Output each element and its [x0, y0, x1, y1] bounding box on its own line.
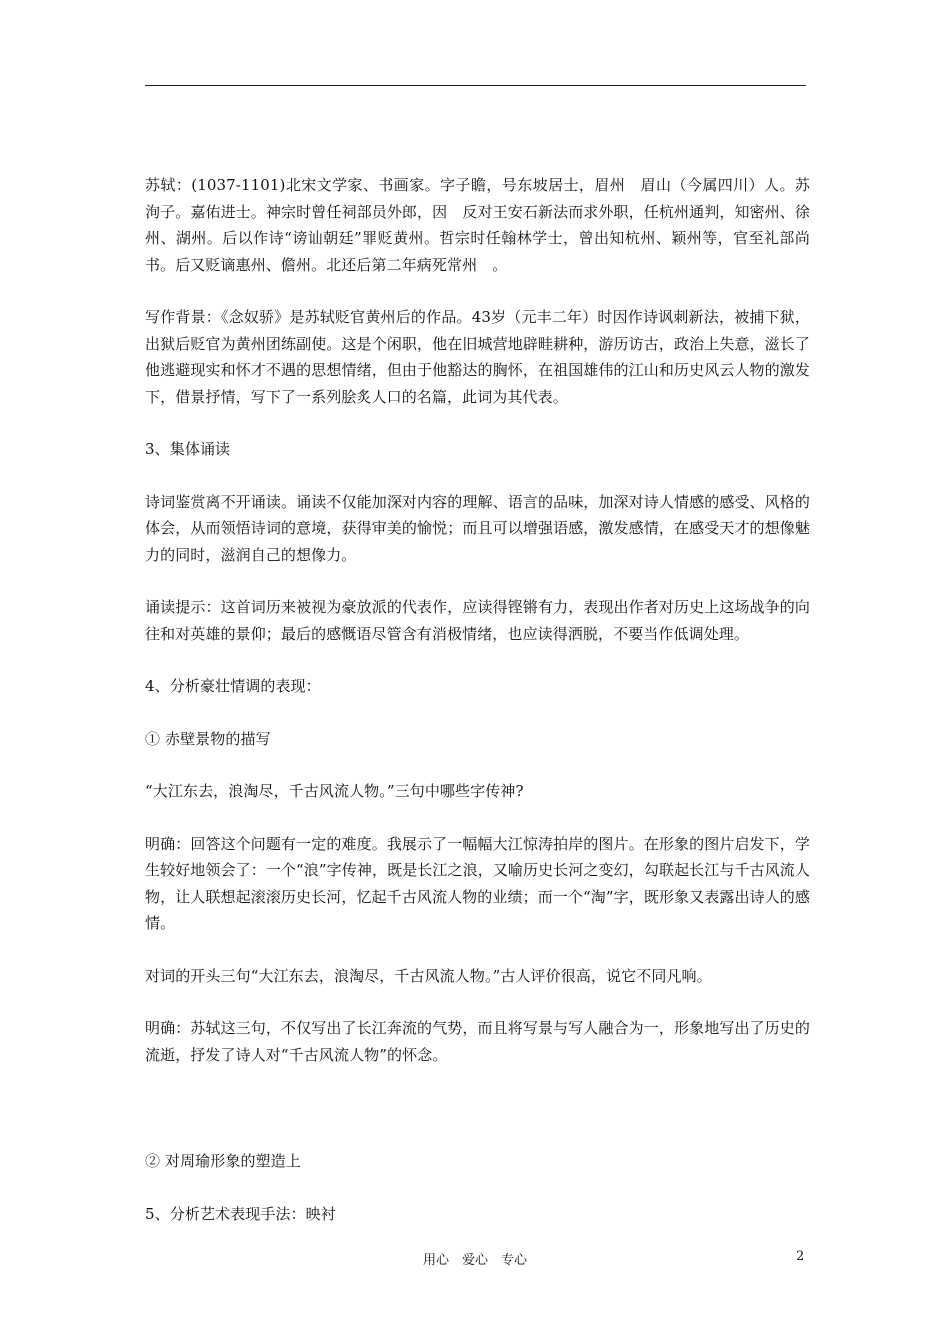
paragraph-recitation-tips: 诵读提示：这首词历来被视为豪放派的代表作，应读得铿锵有力，表现出作者对历史上这场战争的向往和对英雄的景仰；最后的感慨语尽管含有消极情绪，也应读得洒脱，不要当作低调处理。 [145, 598, 810, 643]
subheading-scenery: ① 赤壁景物的描写 [145, 729, 271, 748]
paragraph-gap [145, 805, 810, 831]
page-number: 2 [796, 1249, 805, 1264]
section-heading-recitation: 3、集体诵读 [145, 440, 231, 458]
paragraph-recitation: 诗词鉴赏离不开诵读。诵读不仅能加深对内容的理解、语言的品味，加深对诗人情感的感受、风格的体会，从而领悟诗词的意境，获得审美的愉悦；而且可以增强语感，激发感情，在感受天才的想像魅力的同时，滋润自己的想像力。 [145, 492, 810, 564]
paragraph-gap [145, 410, 810, 436]
paragraph-gap [145, 568, 810, 594]
paragraph-writing-background: 写作背景：《念奴骄》是苏轼贬官黄州后的作品。43岁（元丰二年）时因作诗讽刺新法，被捕下狱，出狱后贬官为黄州团练副使。这是个闲职，他在旧城营地辟畦耕种，游历访古，政治上失意，滋长了他逃避现实和怀才不遇的思想情绪，但由于他豁达的胸怀，在祖国雄伟的江山和历史风云人物的激发下，借景抒情，写下了一系列脍炙人口的名篇，此词为其代表。 [145, 308, 810, 406]
paragraph-gap [145, 463, 810, 489]
section-heading-technique: 5、分析艺术表现手法：映衬 [145, 1204, 336, 1223]
paragraph-opening-lines: 对词的开头三句“大江东去，浪淘尽，千古风流人物。”古人评价很高，说它不同凡响。 [145, 966, 712, 985]
document-body [145, 172, 810, 1227]
paragraph-gap [145, 278, 810, 304]
subheading-zhouyu: ② 对周瑜形象的塑造上 [145, 1152, 301, 1170]
section-heading-analysis: 4、分析豪壮情调的表现： [145, 677, 321, 695]
paragraph-answer-1: 明确：回答这个问题有一定的难度。我展示了一幅幅大江惊涛拍岸的图片。在形象的图片启发下，学生较好地领会了：一个“浪”字传神，既是长江之浪，又喻历史长河之变幻，勾联起长江与千古风流人物，让人联想起滚滚历史长河，忆起千古风流人物的业绩；而一个“淘”字，既形象又表露出诗人的感情。 [145, 834, 810, 932]
paragraph-gap [145, 1068, 810, 1148]
paragraph-answer-2: 明确：苏轼这三句，不仅写出了长江奔流的气势，而且将写景与写人融合为一，形象地写出了历史的流逝，抒发了诗人对“千古风流人物”的怀念。 [145, 1019, 810, 1064]
paragraph-gap [145, 647, 810, 673]
paragraph-gap [145, 937, 810, 963]
footer-motto: 用心 爱心 专心 [422, 1253, 527, 1268]
paragraph-author-bio: 苏轼：(1037-1101)北宋文学家、书画家。字子瞻，号东坡居士，眉州 眉山（今属四川）人。苏洵子。嘉佑进士。神宗时曾任祠部员外郎，因 反对王安石新法而求外职，任杭州通判，知密州、徐州、湖州。后以作诗“谤讪朝廷”罪贬黄州。哲宗时任翰林学士，曾出知杭州、颖州等，官至礼部尚书。后又贬谪惠州、儋州。北还后第二年病死常州 。 [145, 176, 810, 274]
paragraph-gap [145, 752, 810, 778]
paragraph-question: “大江东去，浪淘尽，千古风流人物。”三句中哪些字传神? [145, 782, 524, 800]
paragraph-gap [145, 700, 810, 726]
paragraph-gap [145, 989, 810, 1015]
paragraph-gap [145, 1175, 810, 1201]
header-rule [145, 85, 806, 86]
